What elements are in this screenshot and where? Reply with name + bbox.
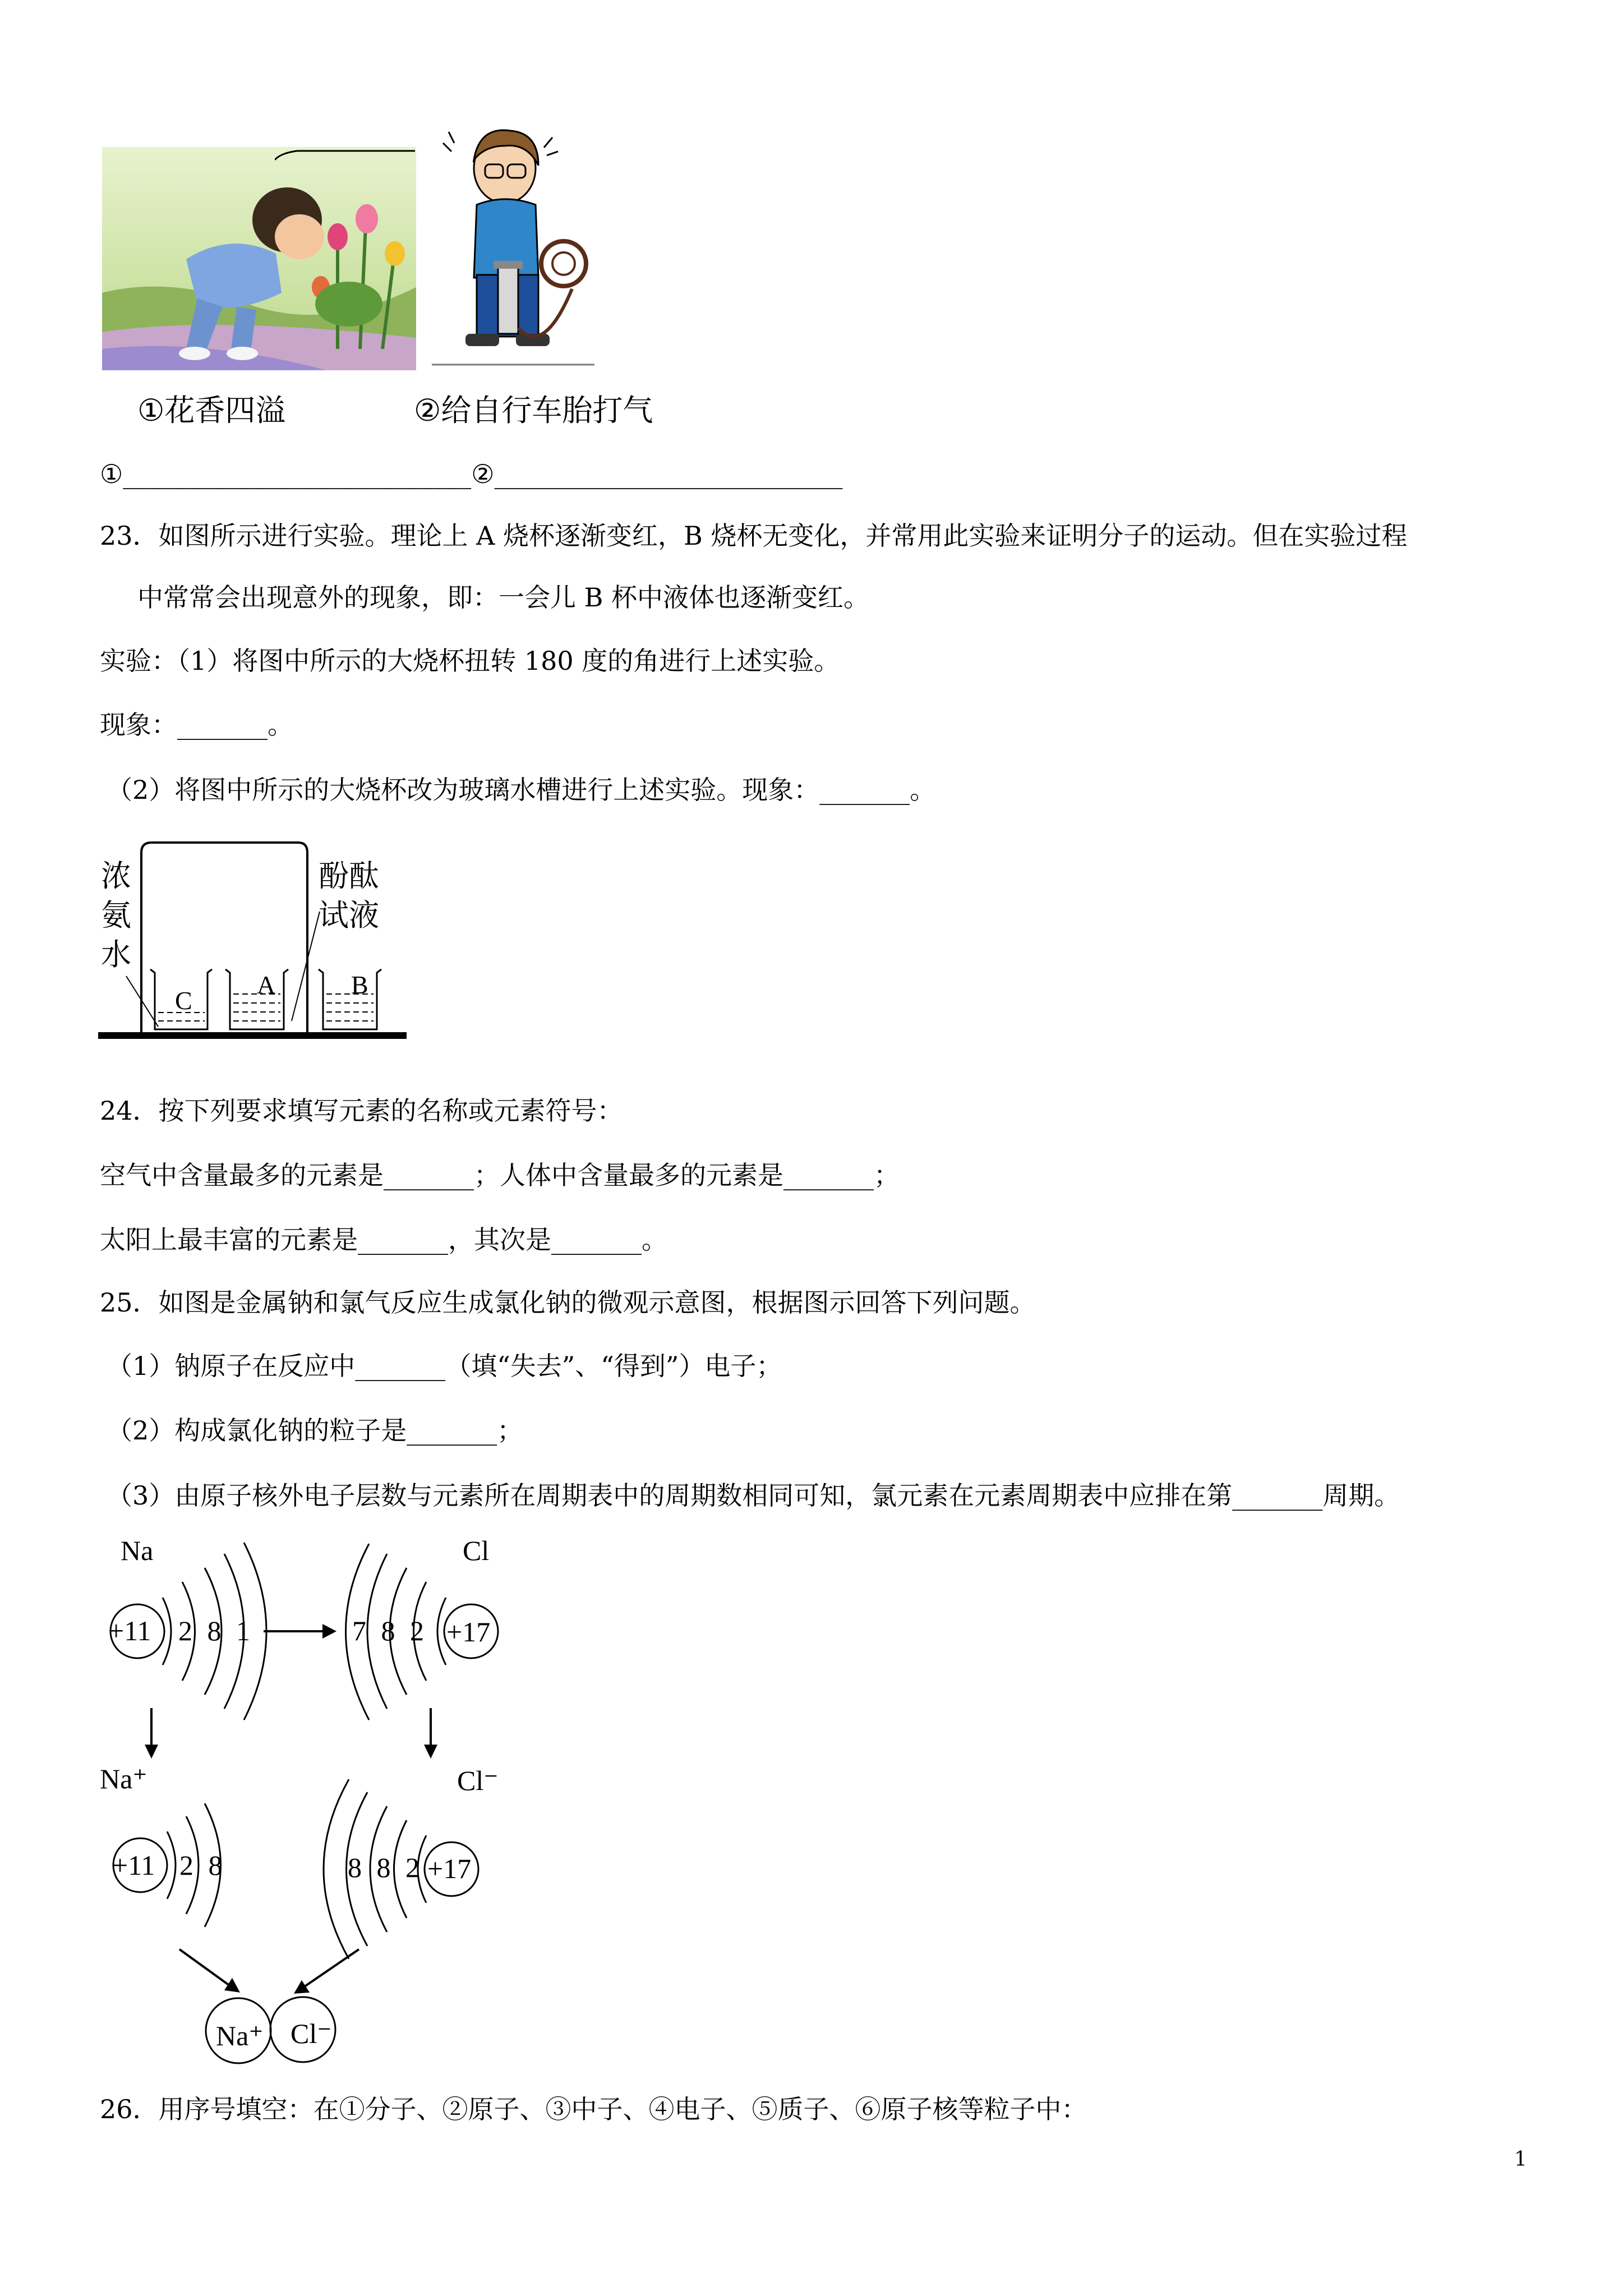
q25-stem: 25．如图是金属钠和氯气反应生成氯化钠的微观示意图，根据图示回答下列问题。 (100, 1287, 1036, 1318)
q24-line2: 太阳上最丰富的元素是_______，其次是_______。 (100, 1225, 667, 1255)
beaker-a-label: A (257, 970, 276, 999)
page-number: 1 (1514, 2148, 1527, 2171)
beaker-c-label: C (175, 986, 192, 1015)
na-ion-shells: 2 8 (179, 1849, 223, 1881)
label-ammonia-1: 浓 (101, 858, 131, 894)
na-nucleus: +11 (108, 1615, 151, 1646)
q22-answer-blanks: ①___________________________②___________________________ (100, 459, 843, 489)
label-phenolphthalein-1: 酚酞 (319, 858, 379, 894)
na-ion-label: Na⁺ (100, 1763, 147, 1795)
na-ion-nucleus: +11 (112, 1849, 155, 1881)
pump-bicycle-image (432, 121, 594, 367)
q23-experiment-1: 实验：（1）将图中所示的大烧杯扭转 180 度的角进行上述实验。 (100, 646, 840, 676)
q23-stem-line1: 23．如图所示进行实验。理论上 A 烧杯逐渐变红，B 烧杯无变化，并常用此实验来证明分子的运动。但在实验过程 (100, 521, 1408, 551)
label-ammonia-2: 氨 (101, 898, 131, 933)
q26-stem: 26．用序号填空：在①分子、②原子、③中子、④电子、⑤质子、⑥原子核等粒子中： (100, 2094, 1087, 2124)
caption-flower-fragrance: ①花香四溢 (137, 393, 286, 428)
q24-line1: 空气中含量最多的元素是_______；人体中含量最多的元素是_______； (100, 1160, 900, 1190)
cl-atom-label: Cl (463, 1535, 490, 1566)
cl-shells: 7 8 2 (352, 1615, 424, 1646)
q23-phenomenon-1: 现象：_______。 (100, 710, 293, 740)
q24-stem: 24．按下列要求填写元素的名称或元素符号： (100, 1096, 623, 1126)
q25-part2: （2）构成氯化钠的粒子是_______； (107, 1415, 523, 1446)
caption-bike-pump: ②给自行车胎打气 (414, 393, 653, 428)
flower-smelling-image (102, 147, 416, 370)
label-phenolphthalein-2: 试液 (319, 898, 379, 933)
cl-ion-label: Cl⁻ (457, 1765, 499, 1796)
cl-nucleus: +17 (446, 1616, 491, 1648)
q25-part1: （1）钠原子在反应中_______（填“失去”、“得到”）电子； (107, 1351, 782, 1381)
cl-ion-shells: 8 8 2 (348, 1852, 419, 1883)
beaker-b-label: B (351, 970, 368, 999)
q25-part3: （3）由原子核外电子层数与元素所在周期表中的周期数相同可知，氯元素在元素周期表中应排在第_______周期。 (107, 1480, 1400, 1511)
na-shells: 2 8 1 (178, 1615, 250, 1646)
product-na-ion: Na⁺ (216, 2020, 264, 2051)
label-ammonia-3: 水 (101, 937, 131, 972)
q23-stem-line2: 中常常会出现意外的现象，即：一会儿 B 杯中液体也逐渐变红。 (137, 582, 870, 613)
q23-experiment-2: （2）将图中所示的大烧杯改为玻璃水槽进行上述实验。现象：_______。 (107, 775, 936, 805)
product-cl-ion: Cl⁻ (291, 2018, 332, 2049)
speech-line (275, 143, 421, 165)
na-atom-label: Na (121, 1535, 154, 1566)
cl-ion-nucleus: +17 (427, 1853, 472, 1884)
